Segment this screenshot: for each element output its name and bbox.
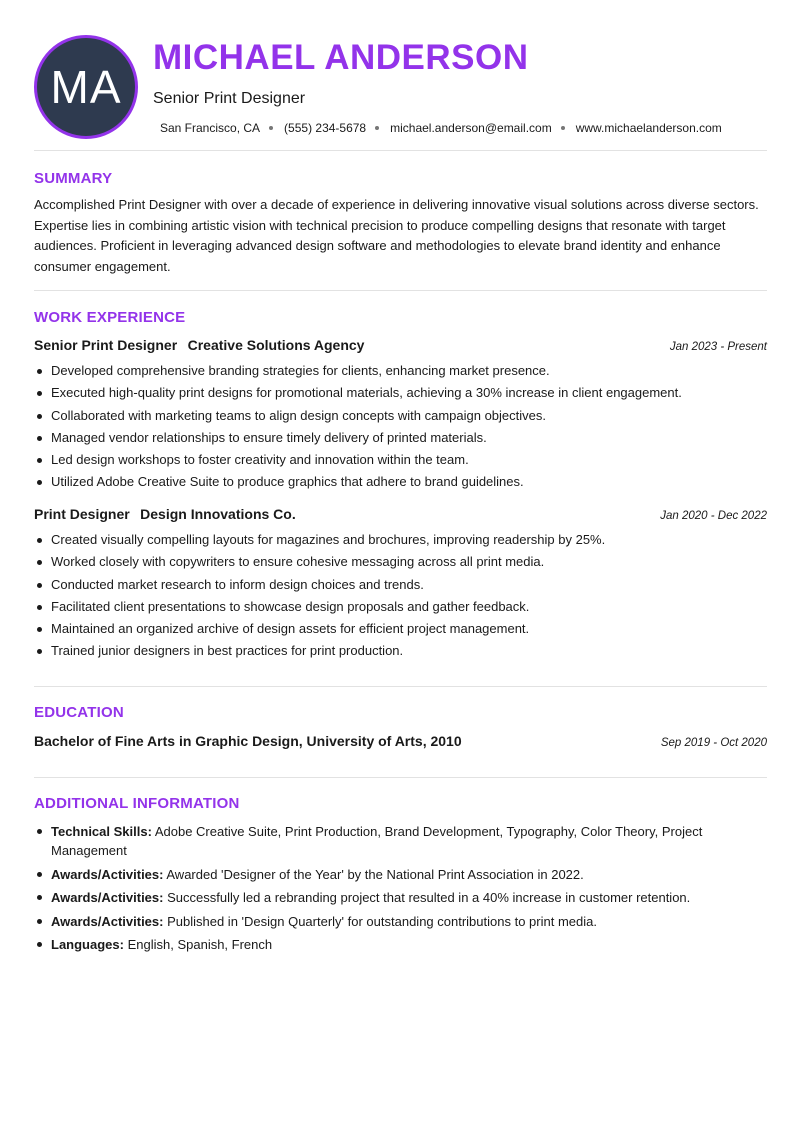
contact-bar	[160, 121, 722, 135]
list-item: Trained junior designers in best practices for print production.	[51, 640, 767, 662]
experience-heading: WORK EXPERIENCE	[34, 309, 186, 326]
divider	[34, 777, 767, 778]
list-item: Maintained an organized archive of design assets for efficient project management.	[51, 618, 767, 640]
avatar	[34, 35, 138, 139]
job-title: Senior Print Designer	[34, 337, 178, 353]
job-bullets	[34, 360, 767, 494]
contact-phone: (555) 234-5678	[284, 121, 367, 135]
list-item: Worked closely with copywriters to ensure cohesive messaging across all print media.	[51, 551, 767, 573]
list-item: Utilized Adobe Creative Suite to produce graphics that adhere to brand guidelines.	[51, 471, 767, 493]
additional-heading: ADDITIONAL INFORMATION	[34, 795, 240, 812]
separator-dot	[269, 126, 273, 130]
info-label: Awards/Activities:	[51, 913, 164, 929]
job-company: Creative Solutions Agency	[187, 337, 365, 353]
list-item: Executed high-quality print designs for promotional materials, achieving a 30% increase in client engagement.	[51, 382, 767, 404]
separator-dot	[375, 126, 379, 130]
education-degree: Bachelor of Fine Arts in Graphic Design, University of Arts, 2010	[34, 733, 462, 749]
divider	[34, 290, 767, 291]
info-label: Technical Skills:	[51, 824, 152, 839]
list-item: Managed vendor relationships to ensure timely delivery of printed materials.	[51, 427, 767, 449]
info-label: Awards/Activities:	[51, 890, 164, 905]
info-text: Successfully led a rebranding project that resulted in a 40% increase in customer retention.	[167, 890, 691, 905]
job-dates: Jan 2023 - Present	[669, 341, 767, 353]
contact-email[interactable]: michael.anderson@email.com	[390, 121, 552, 135]
info-text: English, Spanish, French	[127, 937, 273, 952]
job-title: Print Designer	[34, 506, 130, 522]
list-item	[51, 822, 751, 860]
education-entry	[34, 733, 767, 749]
job-bullets	[34, 529, 767, 663]
list-item: Facilitated client presentations to showcase design proposals and gather feedback.	[51, 596, 767, 618]
info-text: Adobe Creative Suite, Print Production, Brand Development, Typography, Color Theory, Project Management	[51, 824, 703, 858]
divider	[34, 686, 767, 687]
info-text: Published in 'Design Quarterly' for outstanding contributions to print media.	[167, 913, 597, 929]
list-item: Collaborated with marketing teams to align design concepts with campaign objectives.	[51, 405, 767, 427]
job-dates: Jan 2020 - Dec 2022	[660, 510, 767, 522]
job-header	[34, 506, 767, 524]
contact-location: San Francisco, CA	[160, 121, 261, 135]
info-label: Languages:	[51, 937, 124, 952]
candidate-title: Senior Print Designer	[153, 90, 306, 107]
job-company: Design Innovations Co.	[140, 506, 296, 522]
list-item	[51, 935, 751, 954]
list-item: Conducted market research to inform design choices and trends.	[51, 574, 767, 596]
summary-text: Accomplished Print Designer with over a decade of experience in delivering innovative visual solutions across diverse sectors. Expertise lies in combining artistic vision with technical precision to produce compelling designs that resonate with target audiences. Proficient in leveraging advanced design software and methodologies to elevate brand identity and enhance consumer engagement.	[34, 197, 759, 274]
contact-website[interactable]: www.michaelanderson.com	[575, 121, 722, 135]
list-item	[51, 865, 751, 884]
additional-list	[34, 822, 751, 959]
education-dates: Sep 2019 - Oct 2020	[660, 737, 767, 749]
info-label: Awards/Activities:	[51, 866, 164, 882]
separator-dot	[561, 126, 565, 130]
avatar-initials: MA	[50, 61, 122, 113]
list-item: Created visually compelling layouts for magazines and brochures, improving readership by 25%.	[51, 529, 767, 551]
info-text: Awarded 'Designer of the Year' by the National Print Association in 2022.	[166, 866, 584, 882]
summary-heading: SUMMARY	[34, 170, 113, 187]
divider	[34, 150, 767, 151]
list-item: Led design workshops to foster creativity and innovation within the team.	[51, 449, 767, 471]
list-item	[51, 912, 751, 931]
list-item: Developed comprehensive branding strategies for clients, enhancing market presence.	[51, 360, 767, 382]
list-item	[51, 888, 751, 907]
job-header	[34, 337, 767, 355]
education-heading: EDUCATION	[34, 704, 124, 721]
candidate-name: MICHAEL ANDERSON	[153, 38, 529, 77]
